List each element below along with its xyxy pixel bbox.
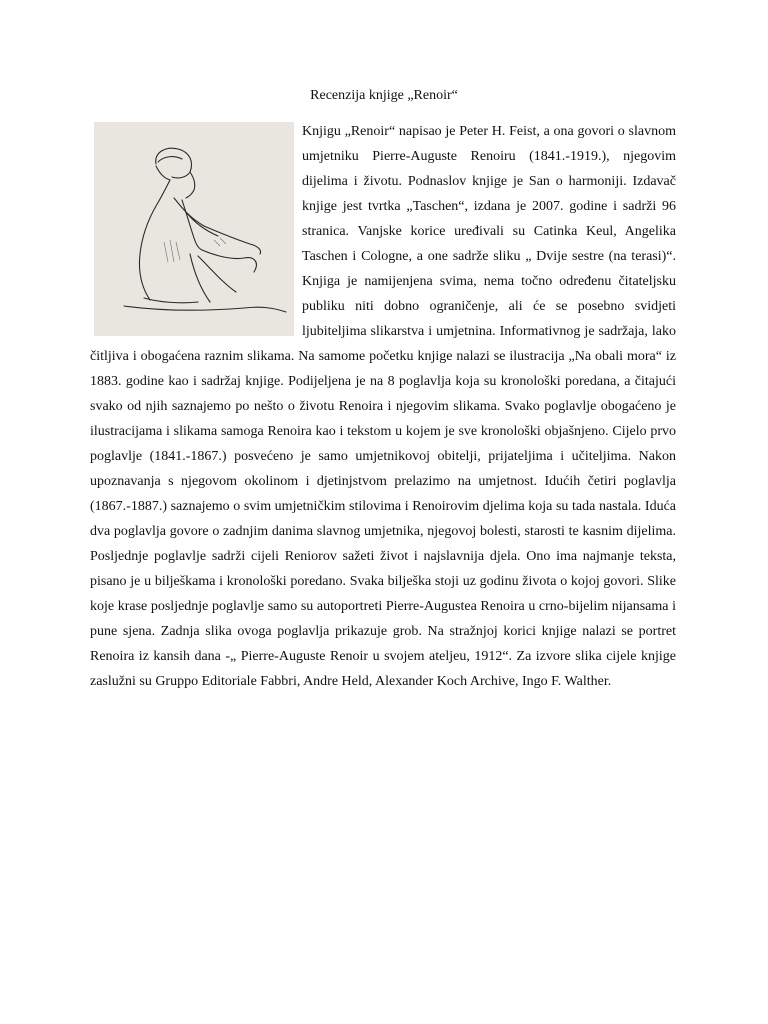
- article-body: [90, 119, 676, 694]
- seated-nude-sketch-illustration: [94, 122, 294, 336]
- review-paragraph: Knjigu „Renoir“ napisao je Peter H. Feist, a ona govori o slavnom umjetniku Pierre-Auguste Renoiru (1841.-1919.), njegovim dijelima i životu. Podnaslov knjige je San o harmoniji. Izdavač knjige jest tvrtka „Taschen“, izdana je 2007. godine i sadrži 96 stranica. Vanjske korice uređivali su Catinka Keul, Angelika Taschen i Cologne, a one sadrže sliku „ Dvije sestre (na terasi)“. Knjiga je namijenjena svima, nema točno određenu čitateljsku publiku niti dobno ograničenje, ali će se posebno svidjeti ljubiteljima slikarstva i umjetnina. Informativnog je sadržaja, lako čitljiva i obogaćena raznim slikama. Na samome početku knjige nalazi se ilustracija „Na obali mora“ iz 1883. godine kao i sadržaj knjige. Podijeljena je na 8 poglavlja koja su kronološki poredana, a čitajući svako od njih saznajemo po nešto o životu Renoira i njegovim slikama. Svako poglavlje obogaćeno je ilustracijama i slikama samoga Renoira kao i tekstom u kojem je sve kronološki objašnjeno. Cijelo prvo poglavlje (1841.-1867.) posvećeno je samo umjetnikovoj obitelji, prijateljima i učiteljima. Nakon upoznavanja s njegovom okolinom i djetinjstvom prelazimo na umjetnost. Idućih četiri poglavlja (1867.-1887.) saznajemo o svim umjetničkim stilovima i Renoirovim djelima koja su tada nastala. Iduća dva poglavlja govore o zadnjim danima slavnog umjetnika, njegovoj bolesti, starosti te kasnim dijelima. Posljednje poglavlje sadrži cijeli Reniorov sažeti život i najslavnija djela. Ono ima najmanje teksta, pisano je u bilješkama i kronološki poredano. Svaka bilješka stoji uz godinu života o kojoj govori. Slike koje krase posljednje poglavlje samo su autoportreti Pierre-Augustea Renoira u crno-bijelim nijansama i pune sjena. Zadnja slika ovoga poglavlja prikazuje grob. Na stražnjoj korici knjige nalazi se portret Renoira iz kansih dana -„ Pierre-Auguste Renoir u svojem ateljeu, 1912“. Za izvore slika cijele knjige zaslužni su Gruppo Editoriale Fabbri, Andre Held, Alexander Koch Archive, Ingo F. Walther.: [90, 124, 676, 689]
- sketch-drawing: [94, 122, 294, 336]
- document-title: Recenzija knjige „Renoir“: [310, 88, 458, 103]
